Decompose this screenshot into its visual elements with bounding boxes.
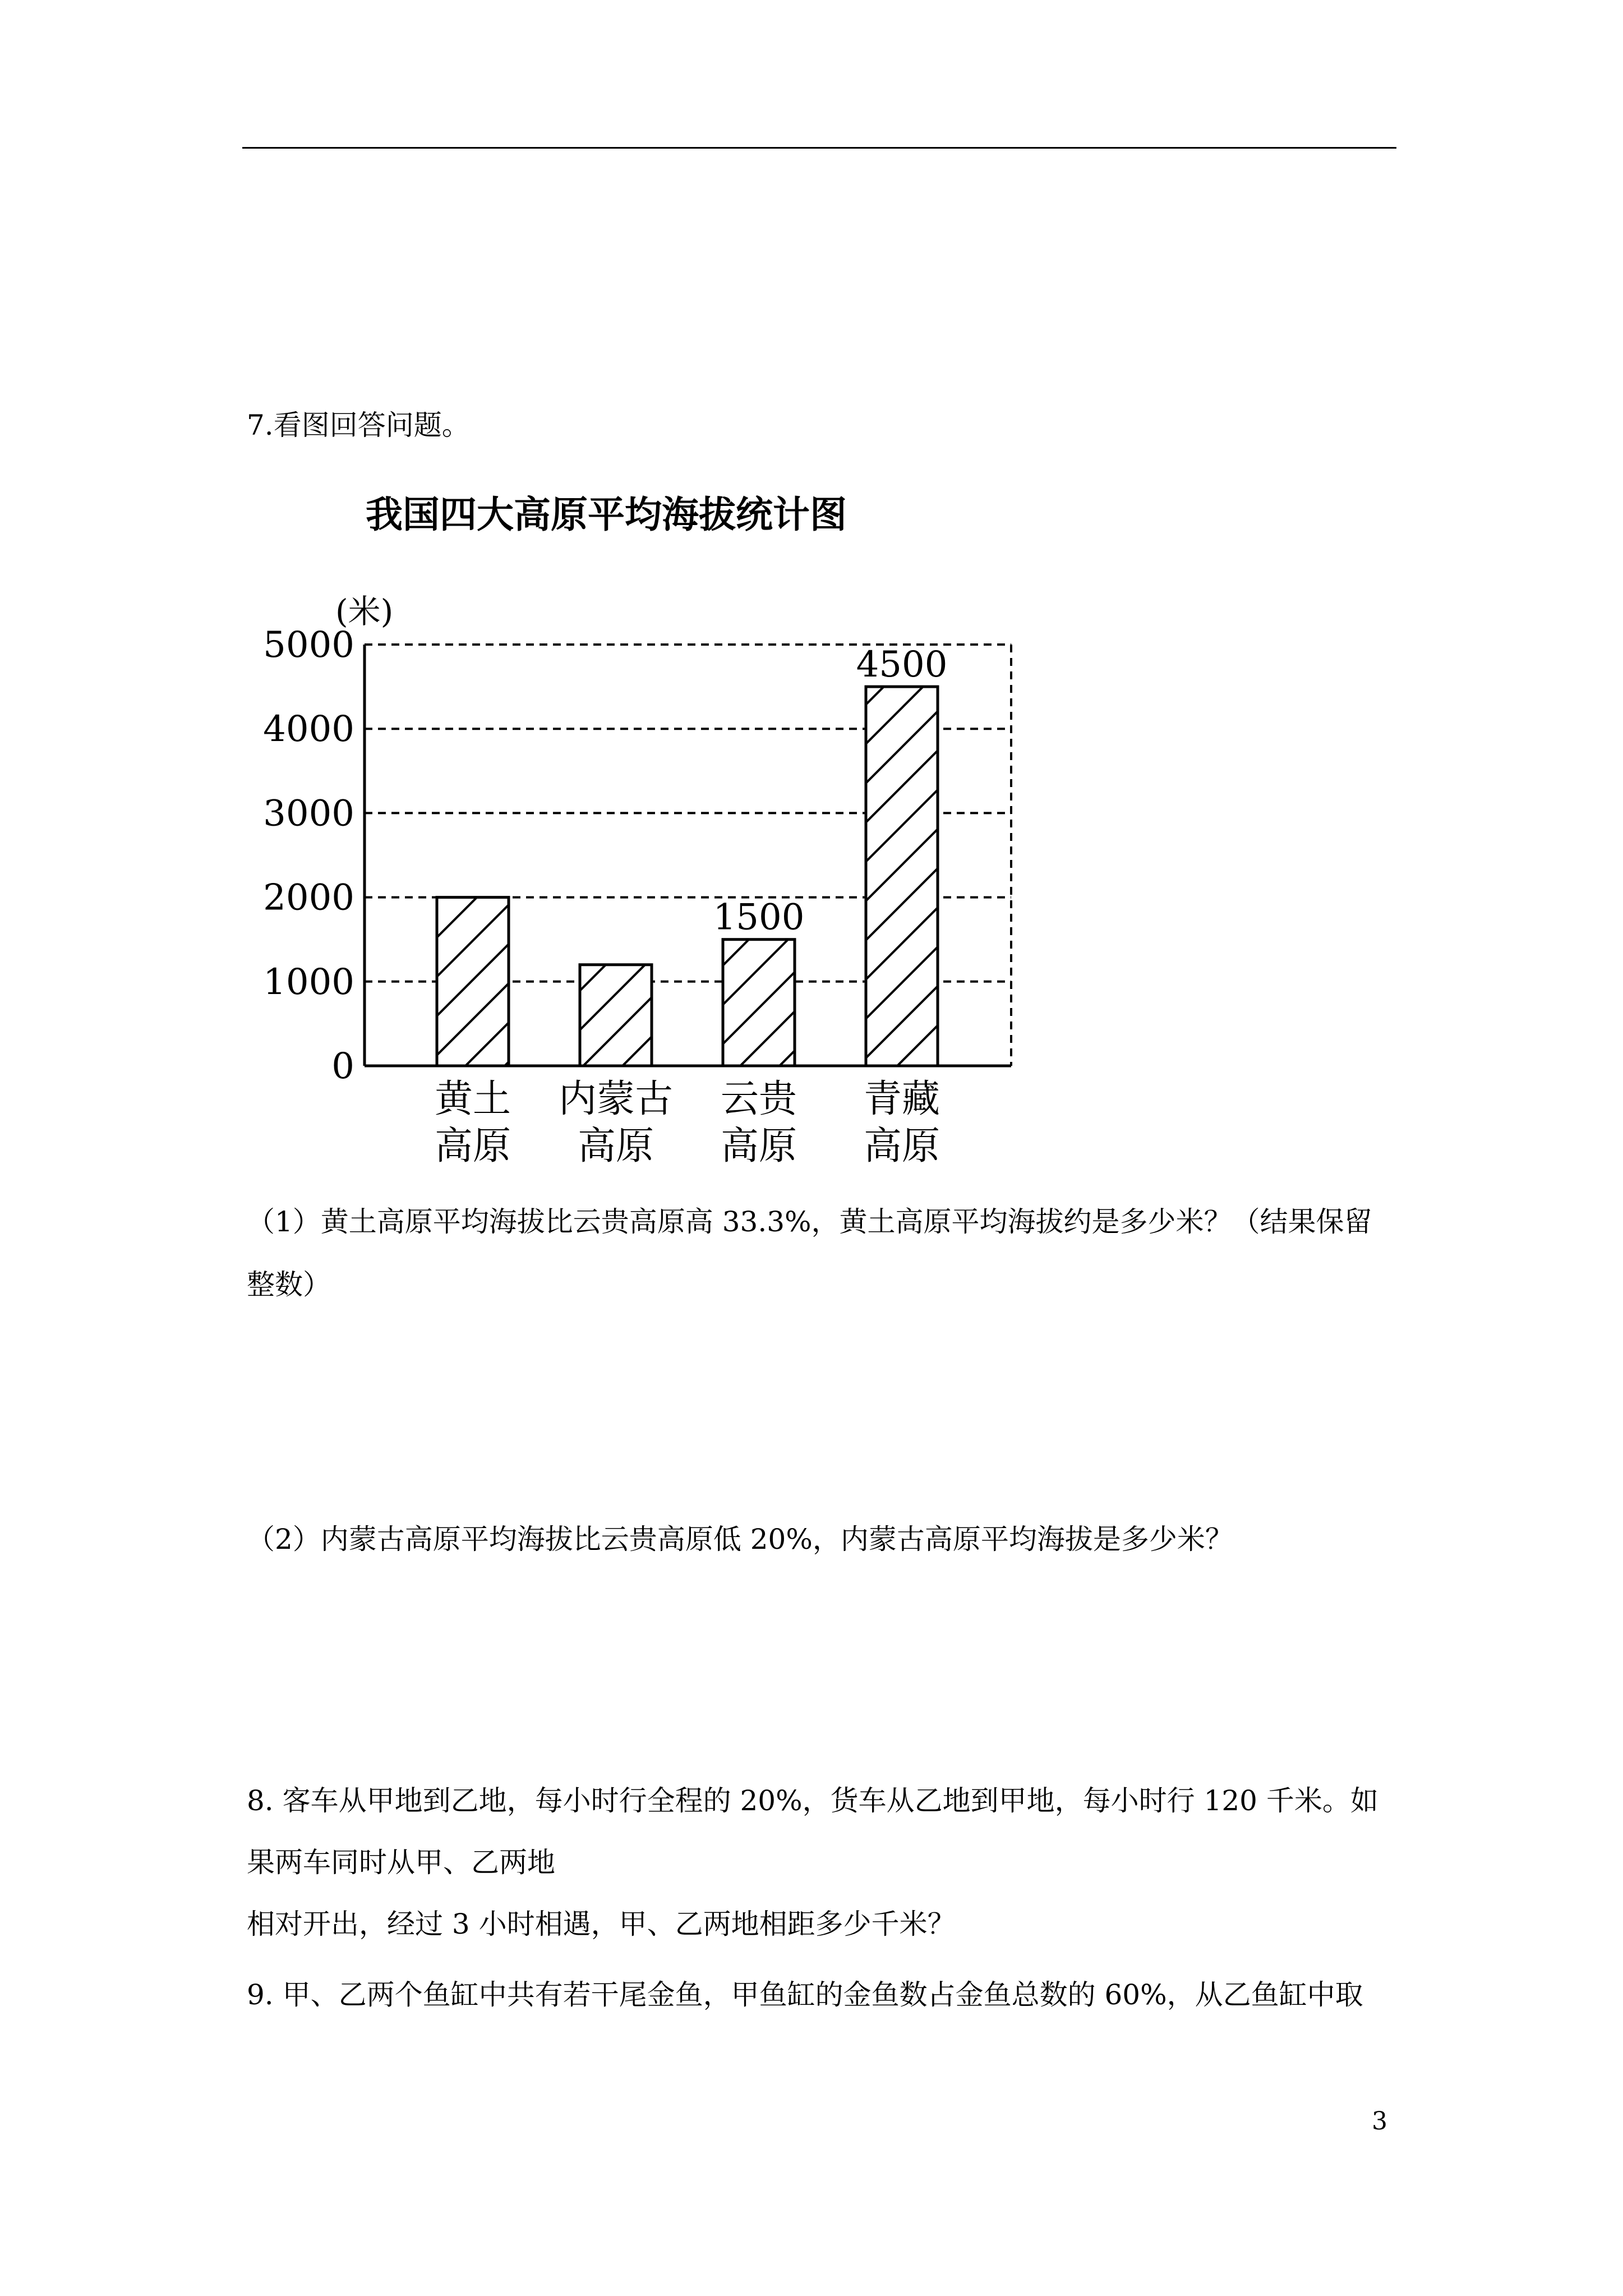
y-tick-label: 0	[331, 1046, 354, 1087]
y-tick-labels	[263, 624, 354, 1087]
question-7-1-line1: （1）黄土高原平均海拔比云贵高原高 33.3%，黄土高原平均海拔约是多少米？（结果保留	[247, 1205, 1372, 1238]
y-tick-label: 1000	[263, 961, 354, 1003]
y-tick-label: 3000	[263, 793, 354, 835]
x-tick-label: 高原	[577, 1124, 654, 1168]
y-tick-label: 4000	[263, 708, 354, 751]
x-tick-label: 青藏	[863, 1077, 940, 1121]
x-tick-label: 黄土	[434, 1077, 511, 1121]
question-8-line1: 8. 客车从甲地到乙地，每小时行全程的 20%，货车从乙地到甲地，每小时行 120 千米。如	[247, 1784, 1378, 1817]
page-number: 3	[1372, 2107, 1387, 2136]
x-tick-label: 高原	[434, 1124, 511, 1168]
x-tick-label: 高原	[720, 1124, 797, 1168]
x-tick-label: 云贵	[720, 1077, 797, 1121]
x-tick-labels	[435, 1077, 940, 1168]
y-tick-label: 2000	[263, 877, 354, 919]
chart-title: 我国四大高原平均海拔统计图	[366, 493, 847, 536]
y-axis-label: (米)	[335, 592, 394, 631]
x-tick-label: 高原	[863, 1124, 940, 1168]
y-tick-label: 5000	[263, 624, 354, 666]
question-8-line3: 相对开出，经过 3 小时相遇，甲、乙两地相距多少千米？	[247, 1908, 956, 1940]
bar	[723, 940, 795, 1066]
x-tick-label: 内蒙古	[558, 1077, 674, 1121]
bar	[437, 898, 509, 1066]
question-7-1-line2: 整数）	[247, 1268, 331, 1301]
question-9-line1: 9. 甲、乙两个鱼缸中共有若干尾金鱼，甲鱼缸的金鱼数占金鱼总数的 60%，从乙鱼缸中取	[247, 1978, 1363, 2011]
data-label: 1500	[713, 896, 805, 938]
question-7-title: 7.看图回答问题。	[247, 409, 470, 441]
data-label: 4500	[856, 644, 948, 686]
question-8-line2: 果两车同时从甲、乙两地	[247, 1846, 555, 1879]
bars	[437, 687, 938, 1066]
bar	[866, 687, 938, 1066]
bar	[580, 965, 652, 1066]
question-7-2: （2）内蒙古高原平均海拔比云贵高原低 20%，内蒙古高原平均海拔是多少米？	[247, 1523, 1233, 1556]
